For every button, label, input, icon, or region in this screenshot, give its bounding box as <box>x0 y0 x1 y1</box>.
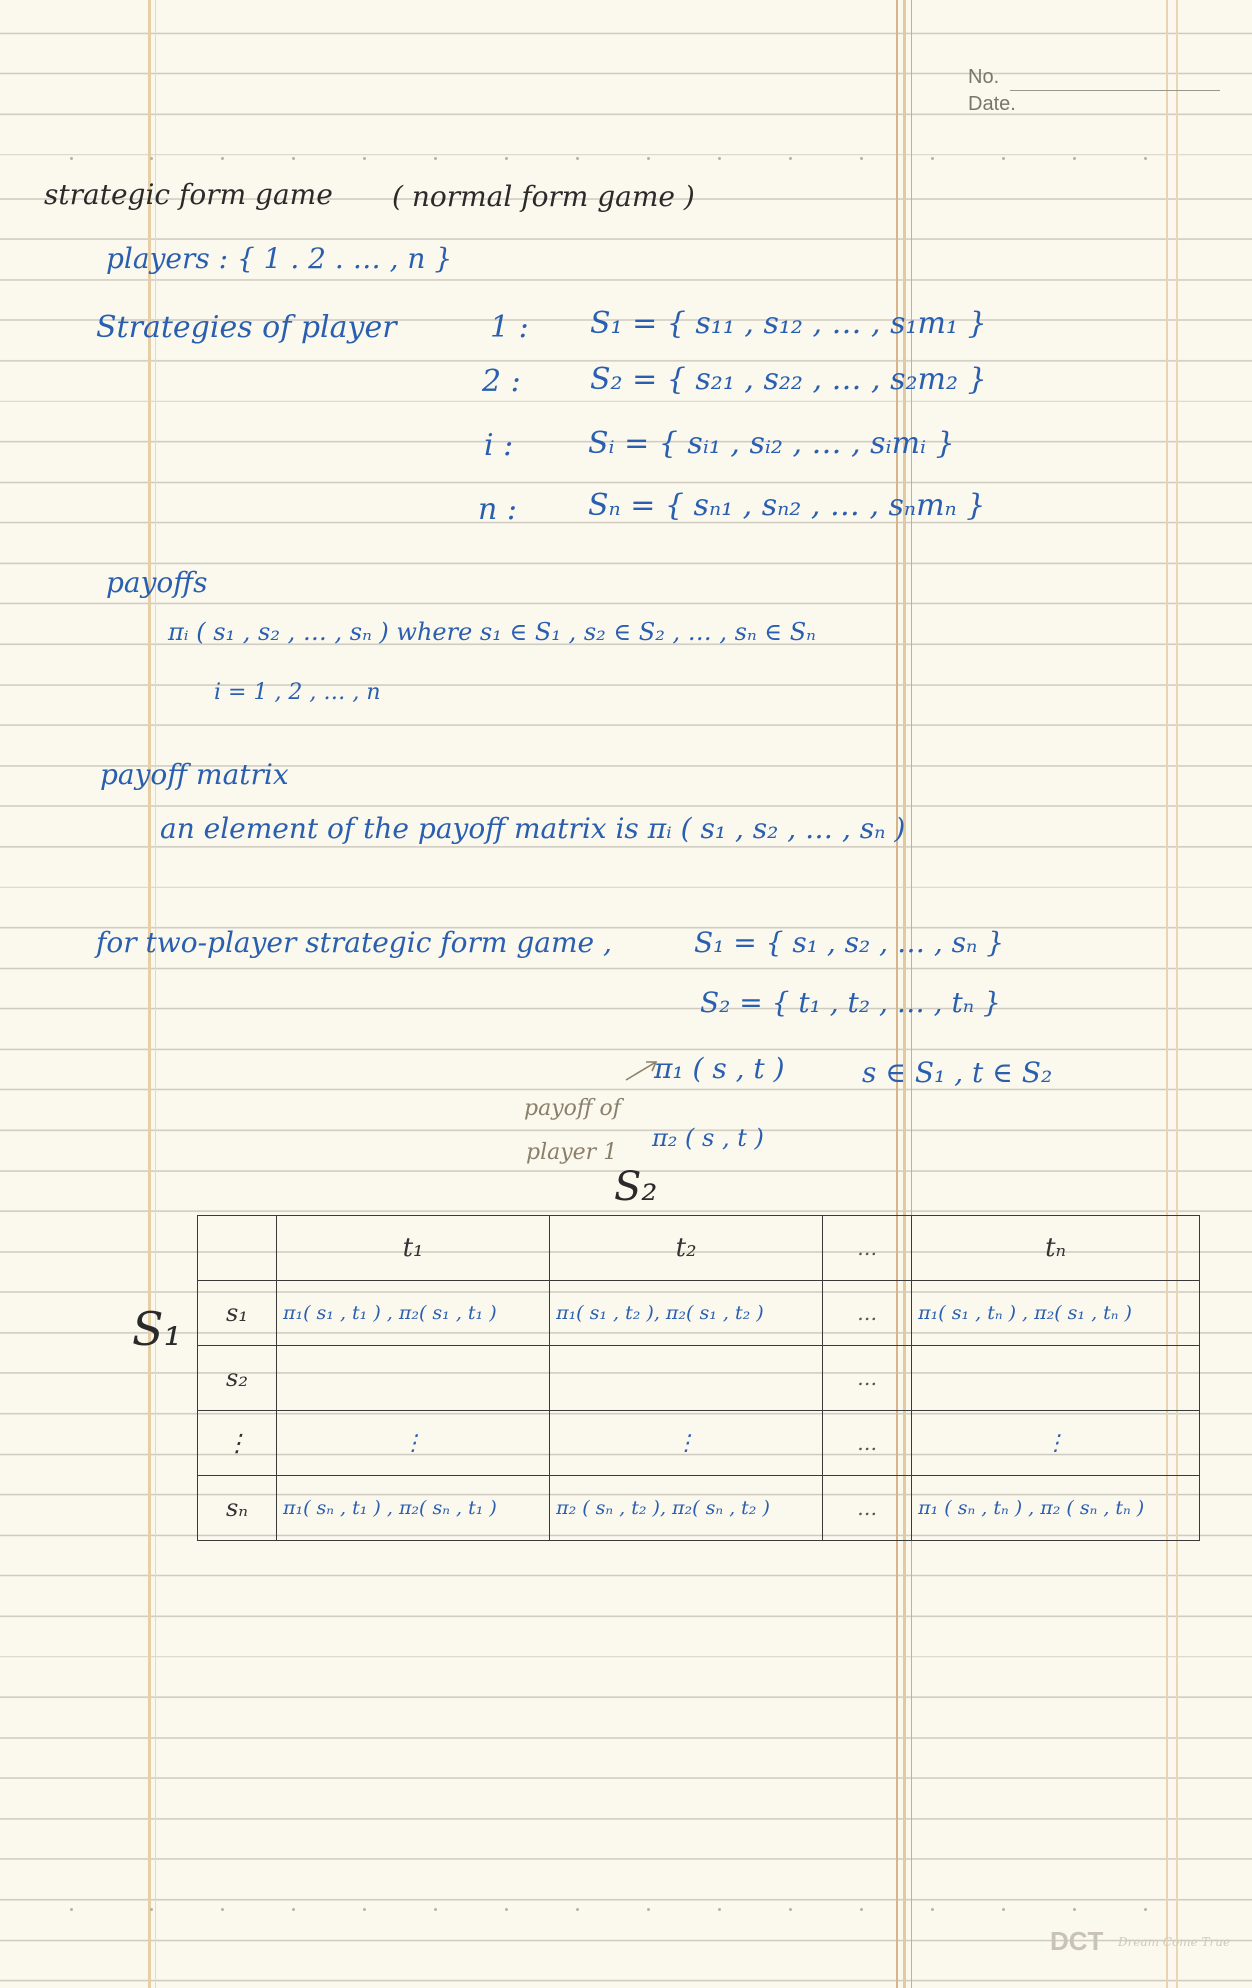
payoff-matrix-desc: an element of the payoff matrix is πᵢ ( s₁ , s₂ , … , sₙ ) <box>160 812 906 845</box>
dot <box>576 1908 579 1911</box>
dot <box>292 1908 295 1911</box>
dot <box>434 157 437 160</box>
strategy-set-1: S₁ = { s₁₁ , s₁₂ , … , s₁m₁ } <box>590 306 987 341</box>
no-label: No. <box>968 66 1000 88</box>
table-cell: … <box>823 1346 912 1411</box>
table-cell: … <box>823 1476 912 1541</box>
no-underline <box>1010 90 1220 91</box>
brand-tagline: Dream Come True <box>1118 1935 1231 1949</box>
dot <box>647 157 650 160</box>
margin-line-right-2 <box>1176 0 1178 1988</box>
table-cell: … <box>823 1411 912 1476</box>
margin-line-right <box>1166 0 1168 1988</box>
row-header: s₁ <box>198 1281 277 1346</box>
table-row <box>198 1411 1200 1476</box>
table-corner <box>198 1216 277 1281</box>
dot <box>718 157 721 160</box>
title-paren: ( normal form game ) <box>392 180 695 213</box>
column-header: tₙ <box>912 1216 1200 1281</box>
dot <box>505 1908 508 1911</box>
dot <box>576 157 579 160</box>
dot <box>150 1908 153 1911</box>
dot <box>434 1908 437 1911</box>
strategy-set-n: Sₙ = { sₙ₁ , sₙ₂ , … , sₙmₙ } <box>588 488 986 523</box>
title-main: strategic form game <box>44 178 333 211</box>
margin-line-left <box>148 0 151 1988</box>
dot <box>292 157 295 160</box>
dot <box>789 157 792 160</box>
row-header: sₙ <box>198 1476 277 1541</box>
dot <box>363 1908 366 1911</box>
two-player-membership: s ∈ S₁ , t ∈ S₂ <box>862 1056 1053 1089</box>
dot <box>789 1908 792 1911</box>
table-cell: π₁ ( sₙ , tₙ ) , π₂ ( sₙ , tₙ ) <box>912 1476 1200 1541</box>
two-player-pi2: π₂ ( s , t ) <box>652 1124 764 1152</box>
payoff-note-line1: payoff of <box>524 1096 621 1121</box>
column-header: … <box>823 1216 912 1281</box>
two-player-s2: S₂ = { t₁ , t₂ , … , tₙ } <box>700 986 1001 1019</box>
table-cell <box>912 1346 1200 1411</box>
payoffs-label: payoffs <box>106 566 208 599</box>
dot <box>221 1908 224 1911</box>
row-set-label: S₁ <box>132 1302 182 1356</box>
table-cell <box>550 1346 823 1411</box>
payoffs-index: i = 1 , 2 , … , n <box>214 680 381 705</box>
dot <box>150 157 153 160</box>
dot <box>221 157 224 160</box>
table-row <box>198 1476 1200 1541</box>
dot <box>1144 157 1147 160</box>
row-header: s₂ <box>198 1346 277 1411</box>
payoff-note-line2: player 1 <box>526 1140 618 1165</box>
dot <box>505 157 508 160</box>
two-player-intro: for two-player strategic form game , <box>96 926 612 959</box>
two-player-pi1: π₁ ( s , t ) <box>654 1052 785 1085</box>
column-header: t₁ <box>277 1216 550 1281</box>
table-cell: π₁( s₁ , tₙ ) , π₂( s₁ , tₙ ) <box>912 1281 1200 1346</box>
table-row <box>198 1281 1200 1346</box>
dot <box>1002 1908 1005 1911</box>
dot <box>931 1908 934 1911</box>
dot <box>363 157 366 160</box>
dot <box>70 157 73 160</box>
column-set-label: S₂ <box>614 1164 658 1210</box>
two-player-s1: S₁ = { s₁ , s₂ , … , sₙ } <box>694 926 1005 959</box>
strategy-set-2: S₂ = { s₂₁ , s₂₂ , … , s₂m₂ } <box>590 362 987 397</box>
payoffs-formula: πᵢ ( s₁ , s₂ , … , sₙ ) where s₁ ∈ S₁ , s₂ ∈ S₂ , … , sₙ ∈ Sₙ <box>168 618 816 646</box>
dot <box>718 1908 721 1911</box>
table-cell: … <box>823 1281 912 1346</box>
table-cell: π₁( sₙ , t₁ ) , π₂( sₙ , t₁ ) <box>277 1476 550 1541</box>
strategy-index-n: n : <box>478 492 517 527</box>
dot <box>931 157 934 160</box>
dot <box>647 1908 650 1911</box>
dot-row-top <box>0 157 1252 161</box>
date-label: Date. <box>968 93 1016 115</box>
dot-row-bottom <box>0 1908 1252 1912</box>
row-header: ⋮ <box>198 1411 277 1476</box>
dot <box>1002 157 1005 160</box>
strategies-label: Strategies of player <box>96 310 397 345</box>
dot <box>860 1908 863 1911</box>
table-header-row <box>198 1216 1200 1281</box>
table-cell: π₂ ( sₙ , t₂ ), π₂( sₙ , t₂ ) <box>550 1476 823 1541</box>
dot <box>860 157 863 160</box>
table-cell: ⋮ <box>277 1411 550 1476</box>
table-cell: π₁( s₁ , t₂ ), π₂( s₁ , t₂ ) <box>550 1281 823 1346</box>
dot <box>70 1908 73 1911</box>
brand-logo: DCT <box>1050 1926 1104 1956</box>
strategy-index-2: 2 : <box>482 364 521 399</box>
players-line: players : { 1 . 2 . … , n } <box>106 242 453 275</box>
strategy-index-1: 1 : <box>490 310 529 345</box>
payoff-table <box>197 1215 1200 1541</box>
dot <box>1144 1908 1147 1911</box>
margin-line-left-inner <box>155 0 156 1988</box>
table-cell: ⋮ <box>550 1411 823 1476</box>
dot <box>1073 1908 1076 1911</box>
table-cell: π₁( s₁ , t₁ ) , π₂( s₁ , t₁ ) <box>277 1281 550 1346</box>
strategy-index-i: i : <box>484 428 514 463</box>
dot <box>1073 157 1076 160</box>
table-cell <box>277 1346 550 1411</box>
strategy-set-i: Sᵢ = { sᵢ₁ , sᵢ₂ , … , sᵢmᵢ } <box>588 426 955 461</box>
table-row <box>198 1346 1200 1411</box>
table-cell: ⋮ <box>912 1411 1200 1476</box>
column-header: t₂ <box>550 1216 823 1281</box>
payoff-matrix-label: payoff matrix <box>100 758 289 791</box>
